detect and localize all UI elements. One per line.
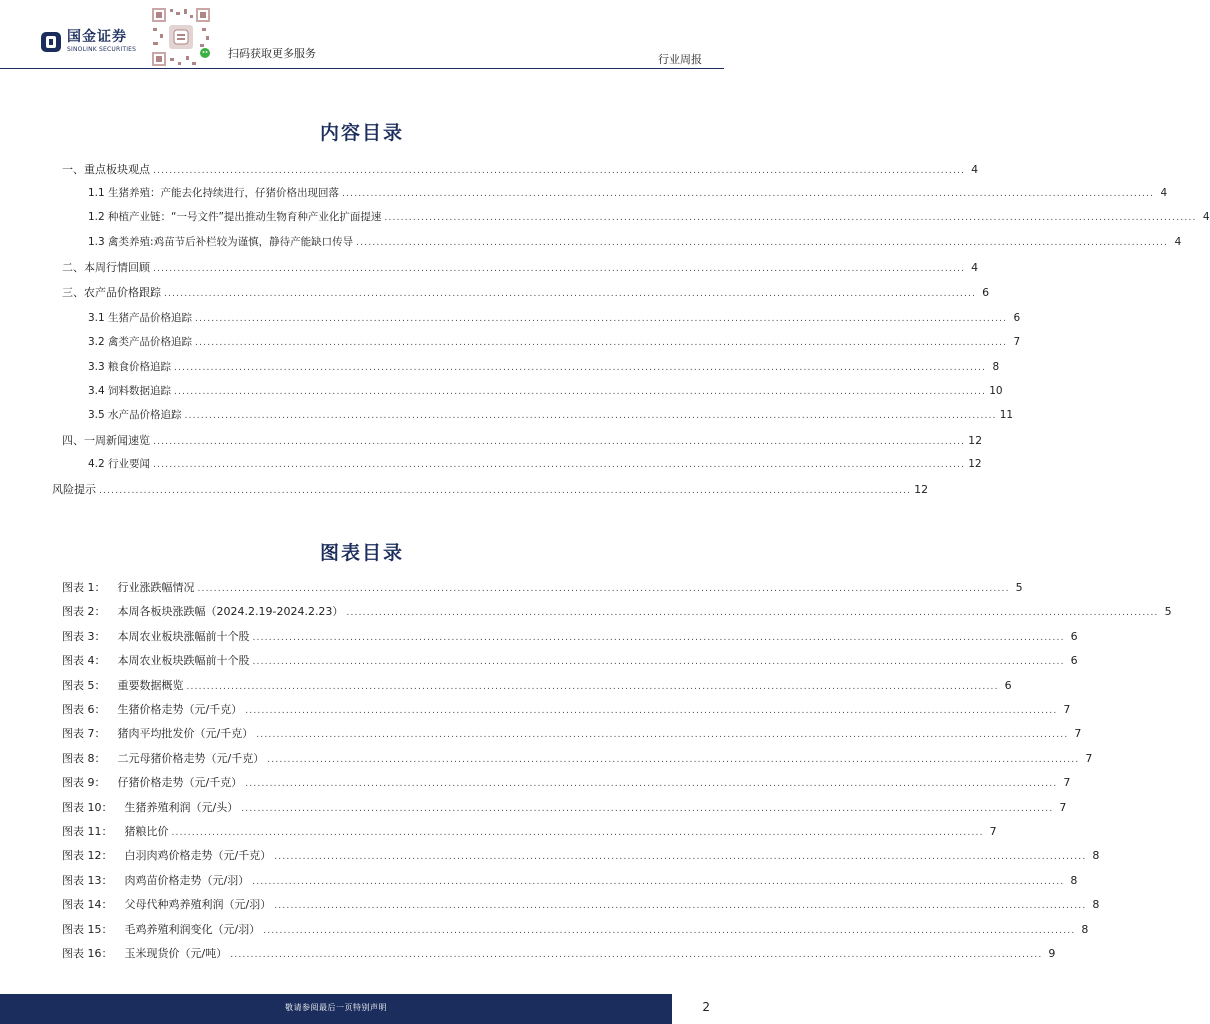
figure-entry[interactable] bbox=[62, 677, 1012, 695]
figure-entry-page: 7 bbox=[1085, 751, 1093, 765]
figure-entry-label: 行业涨跌幅情况 bbox=[117, 581, 195, 594]
figure-leader-dots: ........................................................................................................................................................................................................ bbox=[197, 584, 1010, 594]
toc-entry-label: 一、重点板块观点 bbox=[62, 163, 150, 176]
toc-entry[interactable] bbox=[52, 481, 929, 499]
figure-entry-number: 图表 11： bbox=[62, 825, 113, 838]
toc-leader-dots: ........................................................................................................................................................................................................ bbox=[153, 264, 966, 274]
figure-entry-label: 二元母猪价格走势（元/千克） bbox=[117, 751, 265, 765]
figure-entry-number: 图表 5： bbox=[62, 678, 106, 692]
figure-entry-label: 生猪价格走势（元/千克） bbox=[117, 703, 243, 716]
figure-entry-page: 6 bbox=[1070, 654, 1078, 668]
toc-leader-dots: ........................................................................................................................................................................................................ bbox=[153, 460, 966, 470]
toc-entry-page: 12 bbox=[968, 434, 983, 447]
toc-entry-page: 4 bbox=[971, 163, 979, 176]
figure-entry-page: 7 bbox=[1063, 703, 1071, 716]
toc-entry-label: 1.2 种植产业链：“一号文件”提出推动生物育种产业化扩面提速 bbox=[88, 211, 382, 223]
figure-entry[interactable] bbox=[62, 872, 1078, 890]
figure-leader-dots: ........................................................................................................................................................................................................ bbox=[186, 681, 999, 692]
toc-leader-dots: ........................................................................................................................................................................................................ bbox=[356, 238, 1169, 248]
header-divider bbox=[0, 68, 724, 69]
figure-entry[interactable] bbox=[62, 603, 1172, 621]
toc-entry[interactable] bbox=[88, 334, 1021, 352]
page-header bbox=[0, 0, 724, 72]
figure-entry-page: 8 bbox=[1092, 898, 1100, 912]
figure-entry-label: 本周农业板块涨幅前十个股 bbox=[117, 629, 250, 643]
toc-entry[interactable] bbox=[62, 284, 990, 302]
figure-entry-number: 图表 2： bbox=[62, 605, 106, 619]
toc-entry-label: 3.1 生猪产品价格追踪 bbox=[88, 312, 193, 324]
toc-leader-dots: ........................................................................................................................................................................................................ bbox=[195, 338, 1008, 348]
toc-entry[interactable] bbox=[88, 407, 1014, 425]
figure-leader-dots: ........................................................................................................................................................................................................ bbox=[245, 706, 1058, 716]
toc-leader-dots: ........................................................................................................................................................................................................ bbox=[164, 289, 977, 299]
toc-leader-dots: ........................................................................................................................................................................................................ bbox=[342, 189, 1155, 199]
figure-entry-page: 6 bbox=[1070, 629, 1078, 643]
toc-entry-page: 4 bbox=[1202, 211, 1210, 223]
toc-leader-dots: ........................................................................................................................................................................................................ bbox=[153, 437, 966, 447]
footer-notice: 敬请参阅最后一页特别声明 bbox=[285, 1003, 387, 1012]
wechat-badge-icon bbox=[200, 48, 210, 58]
figure-entry[interactable] bbox=[62, 896, 1100, 914]
toc-entry-page: 6 bbox=[1013, 312, 1021, 324]
toc-entry[interactable] bbox=[62, 161, 979, 179]
toc-entry-page: 11 bbox=[999, 409, 1014, 421]
company-logo bbox=[40, 30, 136, 53]
toc-leader-dots: ........................................................................................................................................................................................................ bbox=[153, 166, 966, 176]
figure-entry-label: 白羽肉鸡价格走势（元/千克） bbox=[124, 849, 272, 863]
figure-entry[interactable] bbox=[62, 823, 997, 841]
figure-entry[interactable] bbox=[62, 921, 1089, 939]
toc-leader-dots: ........................................................................................................................................................................................................ bbox=[184, 411, 997, 421]
figure-entry-page: 7 bbox=[1074, 727, 1082, 741]
figure-entry-number: 图表 1： bbox=[62, 581, 106, 594]
toc-entry-label: 3.2 禽类产品价格追踪 bbox=[88, 336, 193, 348]
toc-entry-label: 3.5 水产品价格追踪 bbox=[88, 409, 182, 421]
qr-code-icon[interactable] bbox=[150, 6, 212, 68]
figure-entry-page: 8 bbox=[1070, 873, 1078, 887]
toc-entry[interactable] bbox=[88, 359, 1000, 377]
toc-entry[interactable] bbox=[88, 456, 982, 474]
figure-entry-label: 肉鸡苗价格走势（元/羽） bbox=[124, 873, 250, 887]
figure-entry-number: 图表 6： bbox=[62, 703, 106, 716]
toc-leader-dots: ........................................................................................................................................................................................................ bbox=[384, 213, 1197, 223]
toc-entry-page: 4 bbox=[1174, 236, 1182, 248]
figure-entry-label: 仔猪价格走势（元/千克） bbox=[117, 776, 243, 790]
figure-entry[interactable] bbox=[62, 701, 1071, 719]
toc-entry-label: 三、农产品价格跟踪 bbox=[62, 286, 161, 299]
figure-entry-page: 6 bbox=[1004, 678, 1012, 692]
toc-leader-dots: ........................................................................................................................................................................................................ bbox=[99, 486, 912, 496]
toc-entry[interactable] bbox=[88, 209, 1210, 227]
figure-entry-page: 5 bbox=[1015, 581, 1023, 594]
figure-entry-label: 生猪养殖利润（元/头） bbox=[124, 800, 239, 814]
figure-entry[interactable] bbox=[62, 799, 1067, 817]
figure-entry-page: 7 bbox=[989, 825, 997, 838]
figure-entry-label: 毛鸡养殖利润变化（元/羽） bbox=[124, 922, 261, 936]
toc-entry-label: 3.3 粮食价格追踪 bbox=[88, 361, 172, 373]
figure-entry-number: 图表 7： bbox=[62, 727, 106, 741]
figure-entry-number: 图表 9： bbox=[62, 776, 106, 790]
figure-entry-number: 图表 13： bbox=[62, 873, 113, 887]
toc-entry-page: 7 bbox=[1013, 336, 1021, 348]
logo-english-name: SINOLINK SECURITIES bbox=[67, 46, 137, 53]
toc-entry-page: 4 bbox=[1160, 187, 1168, 199]
figure-entry-label: 重要数据概览 bbox=[117, 678, 184, 692]
figure-leader-dots: ........................................................................................................................................................................................................ bbox=[256, 730, 1069, 741]
toc-entry[interactable] bbox=[88, 310, 1021, 328]
figure-leader-dots: ........................................................................................................................................................................................................ bbox=[245, 779, 1058, 790]
figure-leader-dots: ........................................................................................................................................................................................................ bbox=[274, 852, 1087, 863]
toc-entry-label: 3.4 饲料数据追踪 bbox=[88, 385, 172, 397]
toc-entry-label: 四、一周新闻速览 bbox=[62, 434, 150, 447]
figure-entry-page: 5 bbox=[1164, 605, 1172, 619]
figure-entry-number: 图表 12： bbox=[62, 849, 113, 863]
toc-entry-label: 风险提示 bbox=[52, 483, 96, 496]
toc-entry[interactable] bbox=[62, 259, 979, 277]
figure-entry[interactable] bbox=[62, 628, 1078, 646]
figure-entry-number: 图表 4： bbox=[62, 654, 106, 668]
figures-title: 图表目录 bbox=[319, 542, 404, 564]
toc-entry[interactable] bbox=[88, 234, 1182, 252]
figure-entry-number: 图表 8： bbox=[62, 751, 106, 765]
figure-entry-page: 8 bbox=[1092, 849, 1100, 863]
figure-entry-page: 7 bbox=[1063, 776, 1071, 790]
figure-entry[interactable] bbox=[62, 750, 1093, 768]
figure-leader-dots: ........................................................................................................................................................................................................ bbox=[252, 876, 1065, 887]
toc-leader-dots: ........................................................................................................................................................................................................ bbox=[195, 314, 1008, 324]
figure-leader-dots: ........................................................................................................................................................................................................ bbox=[252, 632, 1065, 643]
figure-entry-number: 图表 16： bbox=[62, 947, 113, 960]
figure-entry-label: 猪粮比价 bbox=[124, 825, 169, 838]
toc-entry-page: 4 bbox=[971, 261, 979, 274]
figure-leader-dots: ........................................................................................................................................................................................................ bbox=[230, 950, 1043, 960]
figure-entry-page: 8 bbox=[1081, 922, 1089, 936]
page-number: 2 bbox=[702, 1000, 710, 1014]
figure-entry[interactable] bbox=[62, 847, 1100, 865]
logo-chinese-name: 国金证券 bbox=[67, 29, 127, 45]
figure-entry-label: 本周农业板块跌幅前十个股 bbox=[117, 654, 250, 668]
toc-entry-page: 12 bbox=[968, 458, 982, 470]
figure-entry[interactable] bbox=[62, 725, 1082, 743]
toc-entry[interactable] bbox=[88, 383, 1003, 401]
toc-entry-page: 12 bbox=[914, 483, 929, 496]
toc-entry-label: 4.2 行业要闻 bbox=[88, 458, 151, 470]
figure-leader-dots: ........................................................................................................................................................................................................ bbox=[171, 828, 984, 838]
figure-leader-dots: ........................................................................................................................................................................................................ bbox=[252, 657, 1065, 668]
figure-leader-dots: ........................................................................................................................................................................................................ bbox=[267, 754, 1080, 765]
figure-entry-label: 猪肉平均批发价（元/千克） bbox=[117, 727, 254, 741]
figure-entry-number: 图表 3： bbox=[62, 629, 106, 643]
toc-entry[interactable] bbox=[62, 432, 983, 450]
figure-entry-number: 图表 10： bbox=[62, 800, 113, 814]
figure-entry[interactable] bbox=[62, 774, 1071, 792]
figure-entry[interactable] bbox=[62, 579, 1023, 597]
toc-entry-page: 10 bbox=[989, 385, 1003, 397]
figure-entry-label: 玉米现货价（元/吨） bbox=[124, 947, 228, 960]
figure-entry-label: 父母代种鸡养殖利润（元/羽） bbox=[124, 898, 272, 912]
figure-entry-label: 本周各板块涨跌幅（2024.2.19-2024.2.23） bbox=[117, 605, 344, 619]
figure-leader-dots: ........................................................................................................................................................................................................ bbox=[241, 803, 1054, 814]
figure-entry-number: 图表 15： bbox=[62, 922, 113, 936]
document-type-label: 行业周报 bbox=[658, 53, 702, 66]
toc-entry-label: 1.1 生猪养殖：产能去化持续进行，仔猪价格出现回落 bbox=[88, 187, 340, 199]
contents-title: 内容目录 bbox=[319, 122, 404, 144]
figure-entry-page: 9 bbox=[1048, 947, 1056, 960]
toc-entry-label: 二、本周行情回顾 bbox=[62, 261, 150, 274]
toc-entry-page: 8 bbox=[992, 361, 1000, 373]
sinolink-logo-icon bbox=[40, 31, 62, 53]
toc-entry-label: 1.3 禽类养殖:鸡苗节后补栏较为谨慎，静待产能缺口传导 bbox=[88, 236, 354, 248]
figure-entry[interactable] bbox=[62, 945, 1056, 963]
figure-entry-page: 7 bbox=[1059, 800, 1067, 814]
figure-leader-dots: ........................................................................................................................................................................................................ bbox=[263, 925, 1076, 936]
toc-leader-dots: ........................................................................................................................................................................................................ bbox=[174, 363, 987, 373]
toc-entry-page: 6 bbox=[982, 286, 990, 299]
figure-leader-dots: ........................................................................................................................................................................................................ bbox=[346, 608, 1159, 619]
scan-prompt: 扫码获取更多服务 bbox=[228, 47, 316, 60]
figure-entry-number: 图表 14： bbox=[62, 898, 113, 912]
figure-leader-dots: ........................................................................................................................................................................................................ bbox=[274, 901, 1087, 912]
toc-leader-dots: ........................................................................................................................................................................................................ bbox=[174, 387, 987, 397]
figure-entry[interactable] bbox=[62, 652, 1078, 670]
toc-entry[interactable] bbox=[88, 185, 1168, 203]
